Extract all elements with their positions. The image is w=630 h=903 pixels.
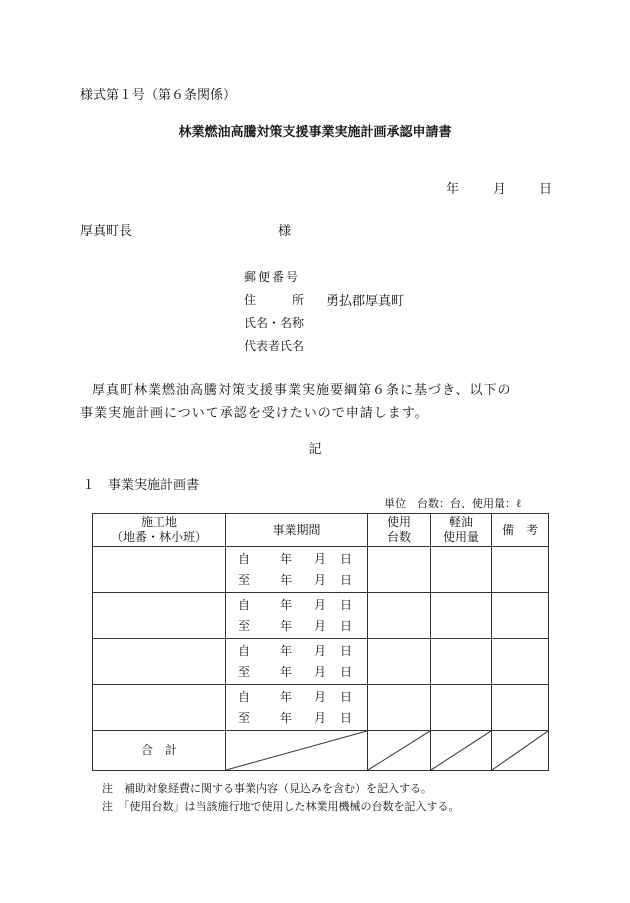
total-row bbox=[93, 731, 549, 771]
diagonal-slash-icon bbox=[492, 731, 548, 770]
header-site-line2: （地番・林小班） bbox=[110, 530, 207, 544]
day-label: 日 bbox=[340, 689, 353, 704]
unit-note: 単位 台数：台、使用量：ℓ bbox=[384, 497, 522, 510]
day-label: 日 bbox=[340, 664, 353, 679]
header-site-line1: 施工地 bbox=[140, 515, 177, 529]
from-label: 自 bbox=[238, 597, 251, 612]
year-label: 年 bbox=[280, 597, 293, 612]
table-header-row bbox=[93, 514, 549, 547]
remarks-cell[interactable] bbox=[492, 685, 549, 731]
header-fuel bbox=[431, 514, 492, 547]
table-row bbox=[93, 639, 549, 685]
note-2: 注 「使用台数」は当該施行地で使用した林業用機械の台数を記入する。 bbox=[102, 800, 460, 813]
plan-table bbox=[92, 513, 549, 771]
header-fuel-line2: 使用量 bbox=[442, 530, 479, 544]
document-title: 林業燃油高騰対策支援事業実施計画承認申請書 bbox=[178, 125, 452, 140]
remarks-cell[interactable] bbox=[492, 593, 549, 639]
table-row bbox=[93, 593, 549, 639]
day-label: 日 bbox=[340, 710, 353, 725]
month-label: 月 bbox=[314, 618, 327, 633]
postal-code-label: 郵便番号 bbox=[244, 270, 301, 284]
fuel-cell[interactable] bbox=[431, 593, 492, 639]
total-count-cell[interactable] bbox=[368, 731, 431, 771]
period-to bbox=[226, 616, 367, 637]
fuel-cell[interactable] bbox=[431, 639, 492, 685]
table-row bbox=[93, 547, 549, 593]
day-label: 日 bbox=[340, 551, 353, 566]
site-cell[interactable] bbox=[93, 685, 226, 731]
total-period-cell bbox=[226, 731, 368, 771]
period-from bbox=[226, 595, 367, 616]
total-fuel-cell[interactable] bbox=[431, 731, 492, 771]
count-cell[interactable] bbox=[368, 639, 431, 685]
period-cell[interactable] bbox=[226, 685, 368, 731]
header-count-line2: 台数 bbox=[386, 530, 411, 544]
representative-label: 代表者氏名 bbox=[244, 339, 305, 353]
to-label: 至 bbox=[238, 572, 251, 587]
form-number: 様式第１号（第６条関係） bbox=[80, 88, 237, 103]
period-to bbox=[226, 662, 367, 683]
remarks-cell[interactable] bbox=[492, 547, 549, 593]
header-site bbox=[93, 514, 226, 547]
year-label: 年 bbox=[280, 551, 293, 566]
fuel-cell[interactable] bbox=[431, 547, 492, 593]
fuel-cell[interactable] bbox=[431, 685, 492, 731]
address-label: 住 所 bbox=[244, 293, 305, 307]
from-label: 自 bbox=[238, 643, 251, 658]
period-to bbox=[226, 708, 367, 729]
diagonal-slash-icon bbox=[368, 731, 430, 770]
note-1: 注 補助対象経費に関する事業内容（見込みを含む）を記入する。 bbox=[102, 782, 432, 795]
count-cell[interactable] bbox=[368, 593, 431, 639]
header-remarks: 備 考 bbox=[492, 514, 549, 547]
from-label: 自 bbox=[238, 689, 251, 704]
header-period: 事業期間 bbox=[226, 514, 368, 547]
to-label: 至 bbox=[238, 710, 251, 725]
diagonal-slash-icon bbox=[431, 731, 491, 770]
day-label: 日 bbox=[340, 572, 353, 587]
total-remarks-cell bbox=[492, 731, 549, 771]
diagonal-slash-icon bbox=[226, 731, 367, 770]
day-label: 日 bbox=[340, 597, 353, 612]
year-label: 年 bbox=[280, 664, 293, 679]
addressee-name: 厚真町長 bbox=[80, 224, 133, 239]
day-label: 日 bbox=[340, 618, 353, 633]
year-label: 年 bbox=[280, 689, 293, 704]
section-heading: １ 事業実施計画書 bbox=[82, 478, 200, 493]
month-label: 月 bbox=[314, 689, 327, 704]
site-cell[interactable] bbox=[93, 547, 226, 593]
month-label: 月 bbox=[314, 597, 327, 612]
date-year: 年 bbox=[446, 182, 460, 197]
date-month: 月 bbox=[493, 182, 507, 197]
period-to bbox=[226, 570, 367, 591]
month-label: 月 bbox=[314, 572, 327, 587]
year-label: 年 bbox=[280, 643, 293, 658]
period-from bbox=[226, 641, 367, 662]
month-label: 月 bbox=[314, 551, 327, 566]
header-count-line1: 使用 bbox=[386, 515, 411, 529]
count-cell[interactable] bbox=[368, 547, 431, 593]
year-label: 年 bbox=[280, 618, 293, 633]
period-cell[interactable] bbox=[226, 547, 368, 593]
name-label: 氏名・名称 bbox=[244, 316, 305, 330]
addressee-honorific: 様 bbox=[278, 224, 292, 239]
from-label: 自 bbox=[238, 551, 251, 566]
period-cell[interactable] bbox=[226, 593, 368, 639]
year-label: 年 bbox=[280, 572, 293, 587]
body-line-2: 事業実施計画について承認を受けたいので申請します。 bbox=[80, 406, 429, 421]
period-from bbox=[226, 549, 367, 570]
year-label: 年 bbox=[280, 710, 293, 725]
date-day: 日 bbox=[539, 182, 553, 197]
remarks-cell[interactable] bbox=[492, 639, 549, 685]
month-label: 月 bbox=[314, 710, 327, 725]
period-cell[interactable] bbox=[226, 639, 368, 685]
period-from bbox=[226, 687, 367, 708]
count-cell[interactable] bbox=[368, 685, 431, 731]
total-label: 合 計 bbox=[93, 731, 226, 771]
header-count bbox=[368, 514, 431, 547]
table-row bbox=[93, 685, 549, 731]
day-label: 日 bbox=[340, 643, 353, 658]
site-cell[interactable] bbox=[93, 593, 226, 639]
ki-marker: 記 bbox=[308, 442, 322, 457]
month-label: 月 bbox=[314, 664, 327, 679]
header-fuel-line1: 軽油 bbox=[448, 515, 473, 529]
month-label: 月 bbox=[314, 643, 327, 658]
site-cell[interactable] bbox=[93, 639, 226, 685]
to-label: 至 bbox=[238, 664, 251, 679]
body-line-1: 厚真町林業燃油高騰対策支援事業実施要綱第６条に基づき、以下の bbox=[92, 383, 512, 398]
address-value: 勇払郡厚真町 bbox=[326, 294, 405, 309]
to-label: 至 bbox=[238, 618, 251, 633]
